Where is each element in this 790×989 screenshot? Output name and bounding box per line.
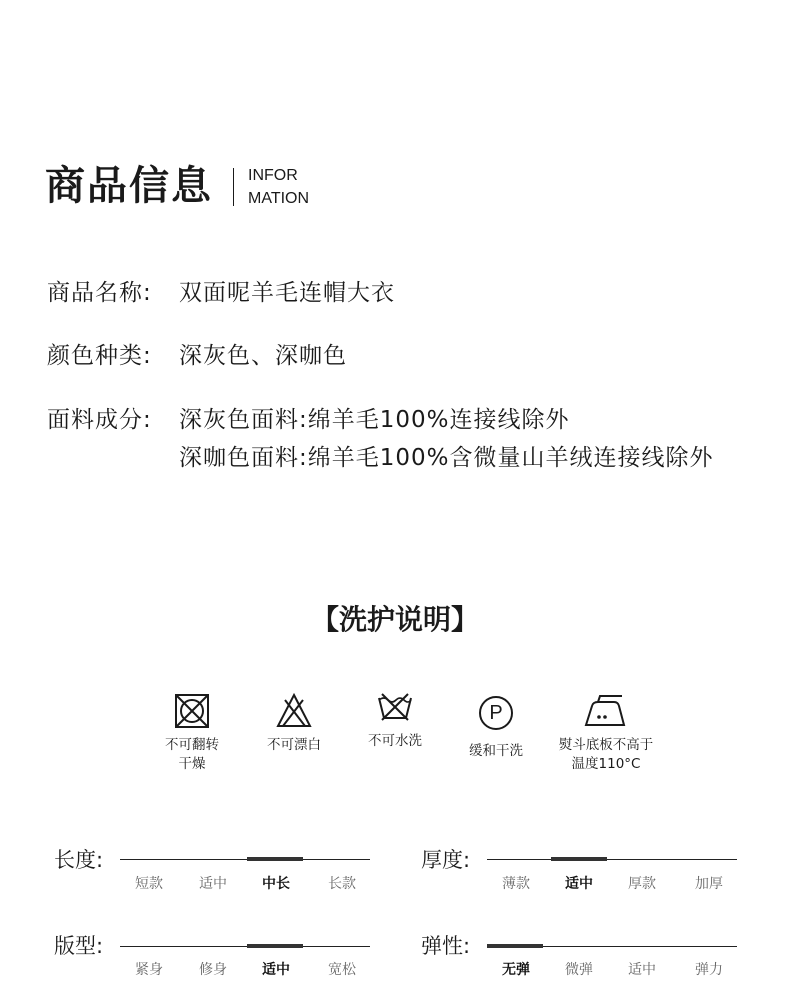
care-label-line: 熨斗底板不高于 xyxy=(558,737,654,753)
scale-option: 微弹 xyxy=(565,962,593,978)
scale-option: 修身 xyxy=(199,962,227,978)
scale-marker-elasticity xyxy=(487,944,543,948)
info-value-fabric xyxy=(179,401,739,477)
info-label-color: 颜色种类: xyxy=(47,343,152,369)
scale-option: 宽松 xyxy=(328,962,356,978)
scale-track-fit xyxy=(120,946,370,947)
page-title: 商品信息 xyxy=(45,163,213,209)
care-item-iron xyxy=(541,692,671,774)
scale-label-elasticity: 弹性: xyxy=(421,934,471,958)
info-row-name xyxy=(47,274,739,312)
scale-option-selected: 适中 xyxy=(565,876,593,892)
care-label-line: 不可翻转 xyxy=(165,737,219,753)
dry-clean-glyph: P xyxy=(489,702,503,724)
info-label-fabric: 面料成分: xyxy=(47,407,152,433)
subtitle-line-2: MATION xyxy=(248,190,310,207)
info-value-color: 深灰色、深咖色 xyxy=(179,343,347,369)
scale-marker-thickness xyxy=(551,857,607,861)
scale-option-selected: 中长 xyxy=(262,876,290,892)
scale-option: 薄款 xyxy=(502,876,530,892)
scale-option: 短款 xyxy=(135,876,163,892)
scale-track-length xyxy=(120,859,370,860)
scale-option-selected: 无弹 xyxy=(502,962,530,978)
care-label-line: 不可漂白 xyxy=(267,737,321,753)
scale-option: 适中 xyxy=(199,876,227,892)
page-subtitle xyxy=(248,164,309,210)
fabric-line-1: 深灰色面料:绵羊毛100%连接线除外 xyxy=(179,407,570,433)
scale-track-thickness xyxy=(487,859,737,860)
info-row-fabric xyxy=(47,401,739,477)
scale-option: 厚款 xyxy=(628,876,656,892)
scale-option: 加厚 xyxy=(695,876,723,892)
no-bleach-icon xyxy=(275,692,313,730)
scale-option: 适中 xyxy=(628,962,656,978)
care-label-iron xyxy=(541,736,671,774)
iron-medium-icon xyxy=(584,692,628,730)
title-divider xyxy=(233,168,234,206)
care-label-line: 温度110°C xyxy=(571,756,641,772)
scale-option-selected: 适中 xyxy=(262,962,290,978)
care-label-line: 不可水洗 xyxy=(368,733,422,749)
care-label-line: 缓和干洗 xyxy=(469,743,523,759)
dry-clean-p-icon xyxy=(477,694,515,732)
scale-label-fit: 版型: xyxy=(54,934,104,958)
no-tumble-dry-icon xyxy=(173,692,211,730)
subtitle-line-1: INFOR xyxy=(248,167,298,184)
scale-option: 弹力 xyxy=(695,962,723,978)
info-value-name: 双面呢羊毛连帽大衣 xyxy=(179,280,395,306)
care-title: 【洗护说明】 xyxy=(310,603,479,636)
info-label-name: 商品名称: xyxy=(47,280,152,306)
scale-option: 紧身 xyxy=(135,962,163,978)
care-label-line: 干燥 xyxy=(178,756,206,772)
info-row-color xyxy=(47,337,739,375)
scale-marker-length xyxy=(247,857,303,861)
scale-marker-fit xyxy=(247,944,303,948)
scale-label-length: 长度: xyxy=(54,848,104,872)
fabric-line-2: 深咖色面料:绵羊毛100%含微量山羊绒连接线除外 xyxy=(179,445,714,471)
scale-option: 长款 xyxy=(328,876,356,892)
scale-label-thickness: 厚度: xyxy=(421,848,471,872)
no-wash-icon xyxy=(376,688,414,726)
